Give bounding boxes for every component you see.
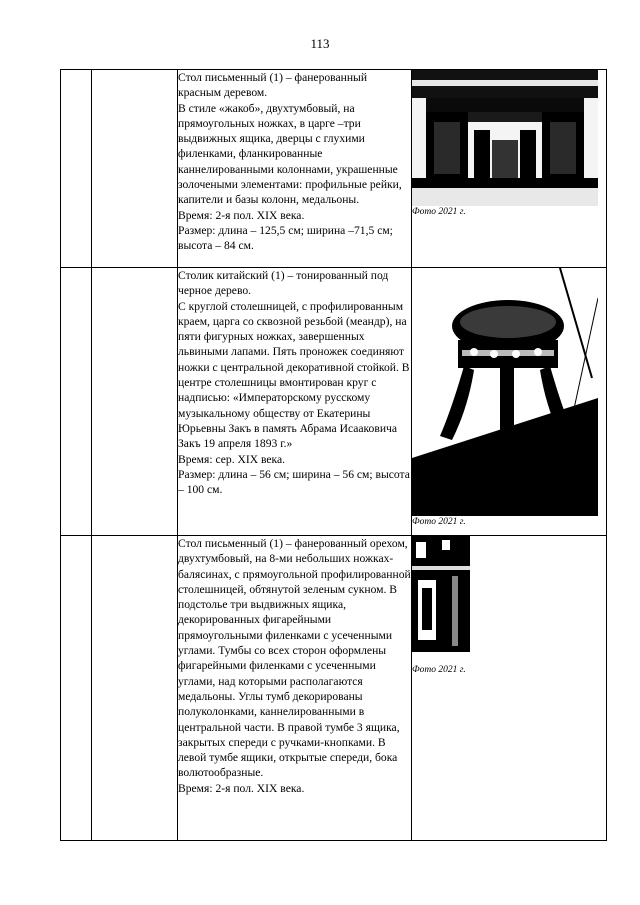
item-name: Стол письменный (1) – фанерованный красным деревом.	[178, 71, 368, 100]
item-description: В стиле «жакоб», двухтумбовый, на прямоугольных ножках, в царге –три выдвижных ящика, дверцы с глухими филенками, фланкированные каннелированными колоннами, украшенные золочеными элементами: профильные рейки, капители и базы колонн, медальоны.	[178, 101, 402, 207]
item-size: Размер: длина – 56 см; ширина – 56 см; высота – 100 см.	[178, 467, 410, 497]
photo-caption: Фото 2021 г.	[412, 207, 466, 217]
index-cell	[61, 70, 92, 268]
photo-cell	[412, 70, 607, 268]
item-time: Время: сер. XIX века.	[178, 452, 286, 466]
item-name: Стол письменный (1) – фанерованный орехом, двухтумбовый, на 8-ми небольших ножках-балясинах, с прямоугольной профилированной столешницей, обтянутой зеленым сукном. В подстолье три выдвижных ящика, декорированных фигарейными прямоугольными филенками с усеченными углами. Тумбы со всех сторон оформлены фигарейными филенками с усеченными углами, над которыми располагаются медальоны. Углы тумб декорированы полуколонками, каннелированными в центральной части. В правой тумбе 3 ящика, закрытых спереди с ручками-кнопками. В левой тумбе ящики, открытые спереди, бока волютообразные.	[178, 537, 411, 780]
photo	[412, 70, 598, 206]
photo-caption: Фото 2021 г.	[412, 665, 466, 675]
index-cell	[61, 268, 92, 536]
table-row	[61, 70, 607, 268]
description-cell	[178, 70, 412, 268]
description-cell	[178, 536, 412, 841]
table-row	[61, 268, 607, 536]
photo-caption: Фото 2021 г.	[412, 517, 466, 527]
item-time: Время: 2-я пол. XIX века.	[178, 781, 305, 795]
inventory-cell	[92, 70, 178, 268]
index-cell	[61, 536, 92, 841]
page-number: 113	[310, 36, 330, 51]
item-size: Размер: длина – 125,5 см; ширина –71,5 см; высота – 84 см.	[178, 223, 393, 253]
description-cell	[178, 268, 412, 536]
catalog-table	[60, 69, 607, 841]
inventory-cell	[92, 268, 178, 536]
inventory-cell	[92, 536, 178, 841]
photo	[412, 268, 598, 516]
item-description: С круглой столешницей, с профилированным краем, царга со сквозной резьбой (меандр), на пяти фигурных ножках, завершенных львиными лапами. Пять проножек соединяют ножки с центральной декоративной стойкой. В центре столешницы вмонтирован круг с надписью: «Императорскому русскому музыкальному обществу от Екатерины Юрьевны Закъ в память Абрама Исааковича Закъ 19 апреля 1893 г.»	[178, 299, 410, 451]
table-row	[61, 536, 607, 841]
photo	[412, 536, 470, 664]
photo-cell	[412, 268, 607, 536]
item-time: Время: 2-я пол. XIX века.	[178, 208, 305, 222]
item-name: Столик китайский (1) – тонированный под черное дерево.	[178, 269, 389, 298]
photo-cell	[412, 536, 607, 841]
